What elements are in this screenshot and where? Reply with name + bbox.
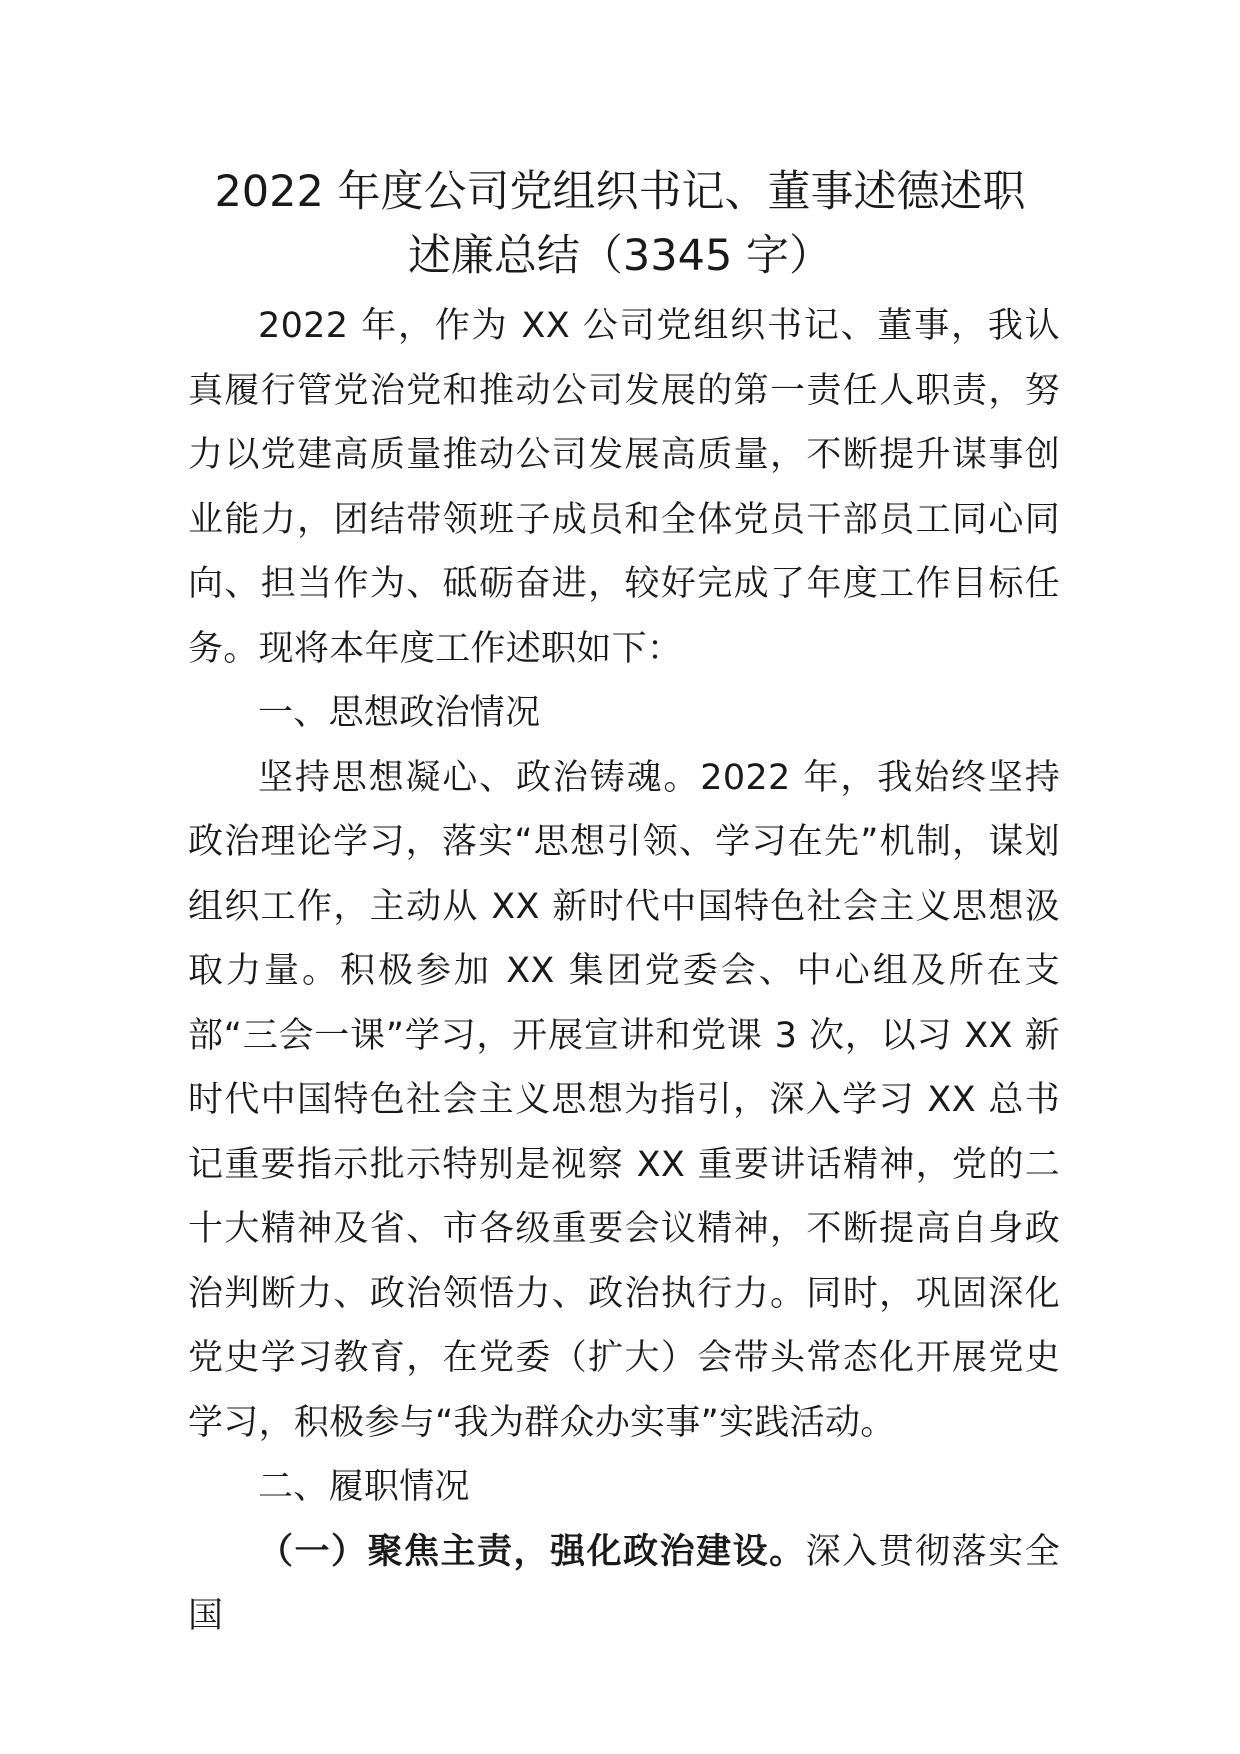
- intro-paragraph: 2022 年，作为 XX 公司党组织书记、董事，我认真履行管党治党和推动公司发展的第一责任人职责，努力以党建高质量推动公司发展高质量，不断提升谋事创业能力，团结带领班子成员和全体党员干部员工同心同向、担当作为、砥砺奋进，较好完成了年度工作目标任务。现将本年度工作述职如下：: [188, 306, 1060, 669]
- title-line-1: 2022 年度公司党组织书记、董事述德述职: [214, 167, 1026, 217]
- document-body: [188, 294, 1060, 1649]
- sub-heading-1-text: 深入贯彻落实全国: [188, 1531, 1060, 1636]
- section-heading-2: 二、履职情况: [258, 1467, 470, 1507]
- sub-heading-1: （一）聚焦主责，强化政治建设。: [258, 1531, 806, 1572]
- section-heading-1: 一、思想政治情况: [258, 693, 541, 733]
- title-line-2: 述廉总结（3345 字）: [407, 231, 833, 281]
- section-1-paragraph: 坚持思想凝心、政治铸魂。2022 年，我始终坚持政治理论学习，落实“思想引领、学习在先”机制，谋划组织工作，主动从 XX 新时代中国特色社会主义思想汲取力量。积极参加 XX 集团党委会、中心组及所在支部“三会一课”学习，开展宣讲和党课 3 次，以习 XX 新时代中国特色社会主义思想为指引，深入学习 XX 总书记重要指示批示特别是视察 XX 重要讲话精神，党的二十大精神及省、市各级重要会议精神，不断提高自身政治判断力、政治领悟力、政治执行力。同时，巩固深化党史学习教育，在党委（扩大）会带头常态化开展党史学习，积极参与“我为群众办实事”实践活动。: [188, 757, 1060, 1443]
- document-title: [150, 160, 1090, 288]
- section-2-sub-1-paragraph: [188, 1520, 1060, 1649]
